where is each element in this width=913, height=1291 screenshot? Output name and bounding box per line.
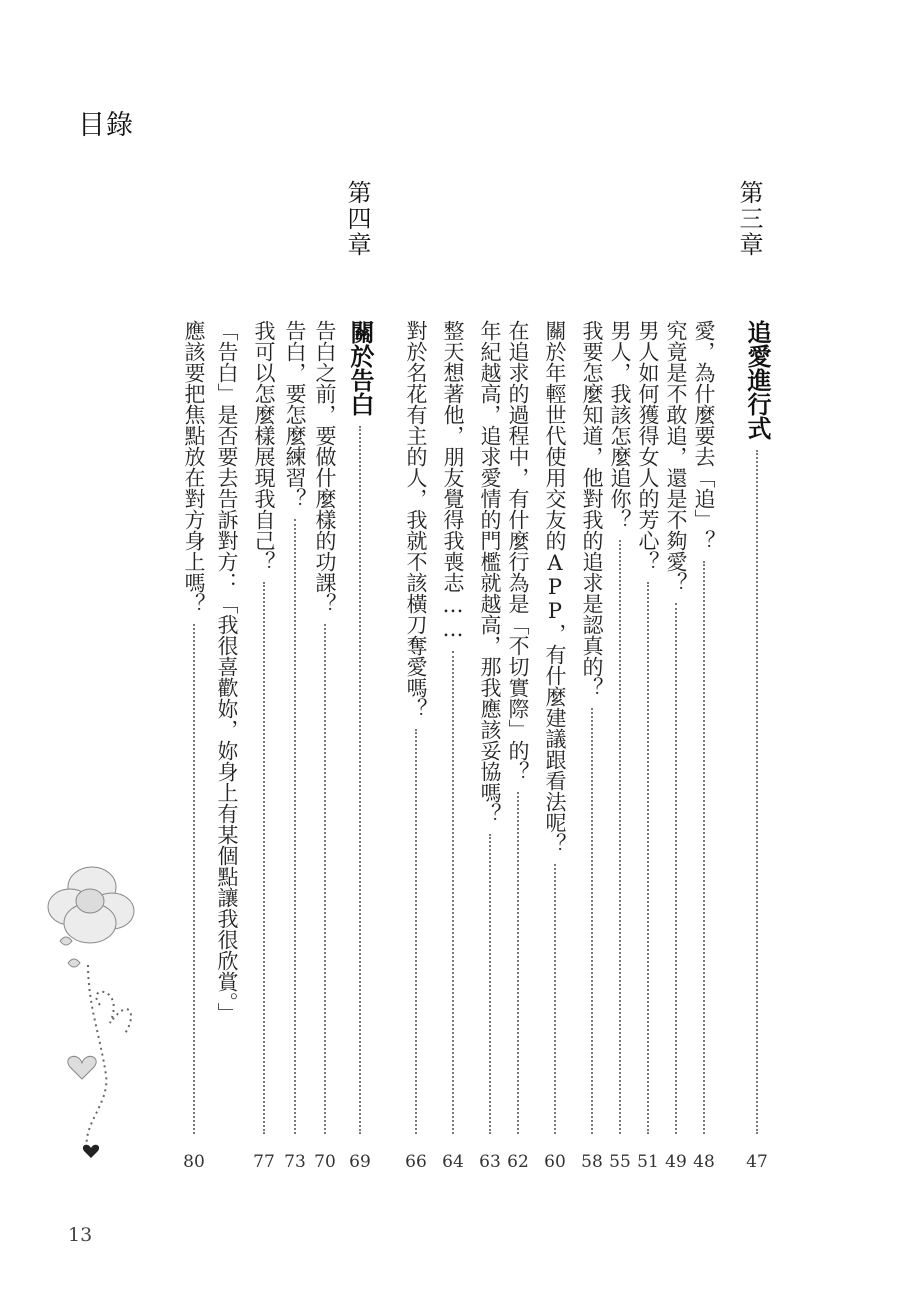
toc-entry-title: 究竟是不敢追，還是不夠愛？	[664, 320, 688, 593]
toc-entry-title: 年紀越高，追求愛情的門檻就越高，那我應該妥協嗎？	[478, 320, 502, 824]
toc-leader-dots	[415, 729, 417, 1134]
toc-entry-title: 追愛進行式	[743, 320, 772, 440]
toc-page-number: 63	[479, 1152, 501, 1172]
toc-leader-dots	[324, 624, 326, 1134]
toc-entry	[476, 320, 504, 1172]
toc-entry-title: 男人，我該怎麼追你？	[608, 320, 632, 530]
toc-entry	[250, 320, 278, 1172]
toc-heading	[346, 320, 374, 1172]
toc-entry-title: 告白之前，要做什麼樣的功課？	[313, 320, 337, 614]
toc-entry	[634, 320, 662, 1172]
toc-entry	[402, 320, 430, 1172]
toc-entry	[662, 320, 690, 1172]
page-number: 13	[68, 1224, 93, 1246]
toc-entry-title: 整天想著他，朋友覺得我喪志……	[441, 320, 465, 641]
toc-entry-title: 愛，為什麼要去「追」？	[692, 320, 716, 551]
toc-entry	[541, 320, 569, 1172]
toc-entry-title: 關於告白	[346, 320, 375, 416]
toc-heading	[743, 320, 771, 1172]
toc-entry	[180, 320, 208, 1172]
toc-leader-dots	[554, 864, 556, 1134]
toc-entry	[504, 320, 532, 1172]
toc-leader-dots	[675, 603, 677, 1134]
toc-entry	[439, 320, 467, 1172]
toc-page-number: 51	[637, 1152, 659, 1172]
toc-leader-dots	[359, 426, 361, 1134]
toc-entry	[311, 320, 339, 1172]
toc-page-number: 77	[253, 1152, 275, 1172]
toc-page-number: 80	[183, 1152, 205, 1172]
toc-entry-title: 告白，要怎麼練習？	[283, 320, 307, 509]
toc-leader-dots	[263, 582, 265, 1134]
toc-entry-title: 在追求的過程中，有什麼行為是「不切實際」的？	[506, 320, 530, 782]
toc-entry-title: 男人如何獲得女人的芳心？	[636, 320, 660, 572]
toc-entry	[690, 320, 718, 1172]
toc-leader-dots	[647, 582, 649, 1134]
toc-leader-dots	[452, 651, 454, 1134]
toc-page-number: 47	[746, 1152, 768, 1172]
toc-leader-dots	[489, 834, 491, 1134]
toc-entry-title: 「告白」是否要去告訴對方：「我很喜歡妳，妳身上有某個點讓我很欣賞。」	[215, 320, 239, 1024]
toc-page-number: 48	[693, 1152, 715, 1172]
toc-leader-dots	[619, 540, 621, 1134]
toc-entry-title: 應該要把焦點放在對方身上嗎？	[182, 320, 206, 614]
toc-entry	[213, 320, 241, 1172]
toc-entry-title: 我要怎麼知道，他對我的追求是認真的？	[580, 320, 604, 698]
toc-page-number: 69	[349, 1152, 371, 1172]
toc-page-number: 60	[544, 1152, 566, 1172]
toc-leader-dots	[193, 624, 195, 1134]
toc-leader-dots	[294, 519, 296, 1134]
toc-page-number: 70	[314, 1152, 336, 1172]
rose-ornament	[40, 845, 140, 1165]
toc-page-number: 55	[609, 1152, 631, 1172]
toc-leader-dots	[517, 792, 519, 1134]
chapter-label-3: 第三章	[735, 180, 763, 258]
toc-leader-dots	[703, 561, 705, 1134]
toc-page-number: 66	[405, 1152, 427, 1172]
toc-page-number: 49	[665, 1152, 687, 1172]
toc-entry-title: 我可以怎麼樣展現我自己？	[252, 320, 276, 572]
toc-leader-dots	[756, 450, 758, 1134]
toc-entry	[281, 320, 309, 1172]
toc-page-number: 62	[507, 1152, 529, 1172]
toc-entry	[606, 320, 634, 1172]
toc-page-number: 73	[284, 1152, 306, 1172]
toc-entry-title: 關於年輕世代使用交友的APP，有什麼建議跟看法呢？	[543, 320, 567, 854]
chapter-label-4: 第四章	[343, 180, 371, 258]
toc-entry	[578, 320, 606, 1172]
toc-page-number: 64	[442, 1152, 464, 1172]
toc-leader-dots	[591, 708, 593, 1134]
toc-entry-title: 對於名花有主的人，我就不該橫刀奪愛嗎？	[404, 320, 428, 719]
toc-page-number: 58	[581, 1152, 603, 1172]
page-title: 目錄	[78, 110, 134, 141]
